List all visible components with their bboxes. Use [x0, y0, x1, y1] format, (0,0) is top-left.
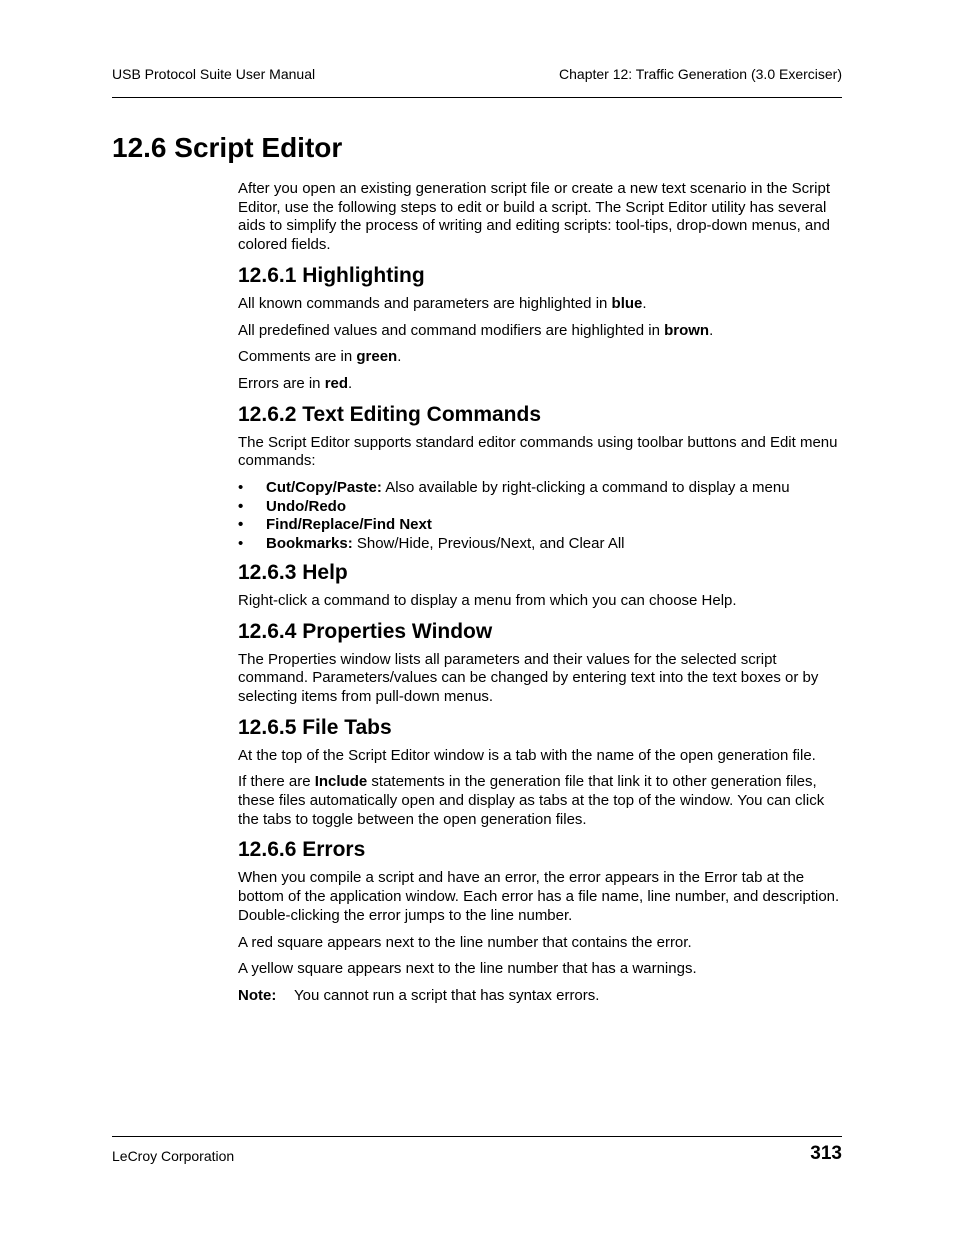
bullet-icon: •: [238, 535, 244, 553]
color-blue-term: blue: [611, 294, 643, 312]
highlighting-green: Comments are in green.: [238, 348, 402, 366]
properties-paragraph: The Properties window lists all parameters and their values for the selected script command. Parameters/values can be changed by entering text into the text boxes or by selecting items from pull-down menus.: [238, 650, 819, 705]
heading-text-editing: 12.6.2 Text Editing Commands: [238, 402, 542, 426]
header-divider: [112, 97, 842, 98]
heading-help: 12.6.3 Help: [238, 560, 348, 584]
highlighting-brown: All predefined values and command modifiers are highlighted in brown.: [238, 321, 714, 339]
page-header: [112, 66, 842, 82]
help-paragraph: Right-click a command to display a menu from which you can choose Help.: [238, 591, 737, 609]
color-brown-term: brown: [664, 321, 710, 339]
editing-commands-list: [238, 479, 842, 554]
page-number: 313: [810, 1143, 842, 1164]
highlighting-blue: All known commands and parameters are highlighted in blue.: [238, 294, 647, 312]
include-term: Include: [314, 773, 368, 791]
note: [238, 987, 842, 1006]
list-item: • Bookmarks: Show/Hide, Previous/Next, and Clear All: [238, 535, 625, 553]
list-item: • Undo/Redo: [238, 497, 346, 515]
bullet-icon: •: [238, 497, 244, 515]
errors-paragraph-1: When you compile a script and have an error, the error appears in the Error tab at the bottom of the application window. Each error has a file name, line number, and description. Double-clicking the error jumps to the line number.: [238, 869, 840, 924]
main-content: [238, 180, 842, 1014]
heading-file-tabs: 12.6.5 File Tabs: [238, 715, 392, 739]
note-label: Note:: [238, 986, 277, 1004]
highlighting-red: Errors are in red.: [238, 374, 353, 392]
header-manual-title: USB Protocol Suite User Manual: [112, 66, 316, 82]
heading-properties-window: 12.6.4 Properties Window: [238, 619, 493, 643]
footer-company: LeCroy Corporation: [112, 1148, 235, 1164]
heading-highlighting: 12.6.1 Highlighting: [238, 263, 425, 287]
file-tabs-paragraph-2: If there are Include statements in the generation file that link it to other generation files, these files automatically open and display as tabs at the top of the window. You can click the tabs to toggle between the open generation files.: [238, 773, 825, 828]
bullet-icon: •: [238, 516, 244, 534]
errors-paragraph-3: A yellow square appears next to the line number that has a warnings.: [238, 960, 697, 978]
header-chapter-title: Chapter 12: Traffic Generation (3.0 Exerciser): [559, 66, 842, 82]
text-editing-paragraph: The Script Editor supports standard editor commands using toolbar buttons and Edit menu commands:: [238, 433, 838, 470]
list-item: • Find/Replace/Find Next: [238, 516, 432, 534]
color-green-term: green: [356, 348, 398, 366]
color-red-term: red: [324, 374, 349, 392]
page-title: 12.6 Script Editor: [112, 132, 343, 163]
note-text: You cannot run a script that has syntax errors.: [294, 986, 600, 1004]
footer-divider: [112, 1136, 842, 1137]
intro-paragraph: After you open an existing generation script file or create a new text scenario in the Script Editor, use the following steps to edit or build a script. The Script Editor utility has several aids to simplify the process of writing and editing scripts: tool-tips, drop-down menus, and colored fields.: [238, 180, 830, 254]
heading-errors: 12.6.6 Errors: [238, 838, 366, 862]
bullet-icon: •: [238, 479, 244, 497]
list-item: • Cut/Copy/Paste: Also available by right-clicking a command to display a menu: [238, 479, 790, 497]
file-tabs-paragraph-1: At the top of the Script Editor window is a tab with the name of the open generation file.: [238, 746, 816, 764]
errors-paragraph-2: A red square appears next to the line number that contains the error.: [238, 933, 692, 951]
